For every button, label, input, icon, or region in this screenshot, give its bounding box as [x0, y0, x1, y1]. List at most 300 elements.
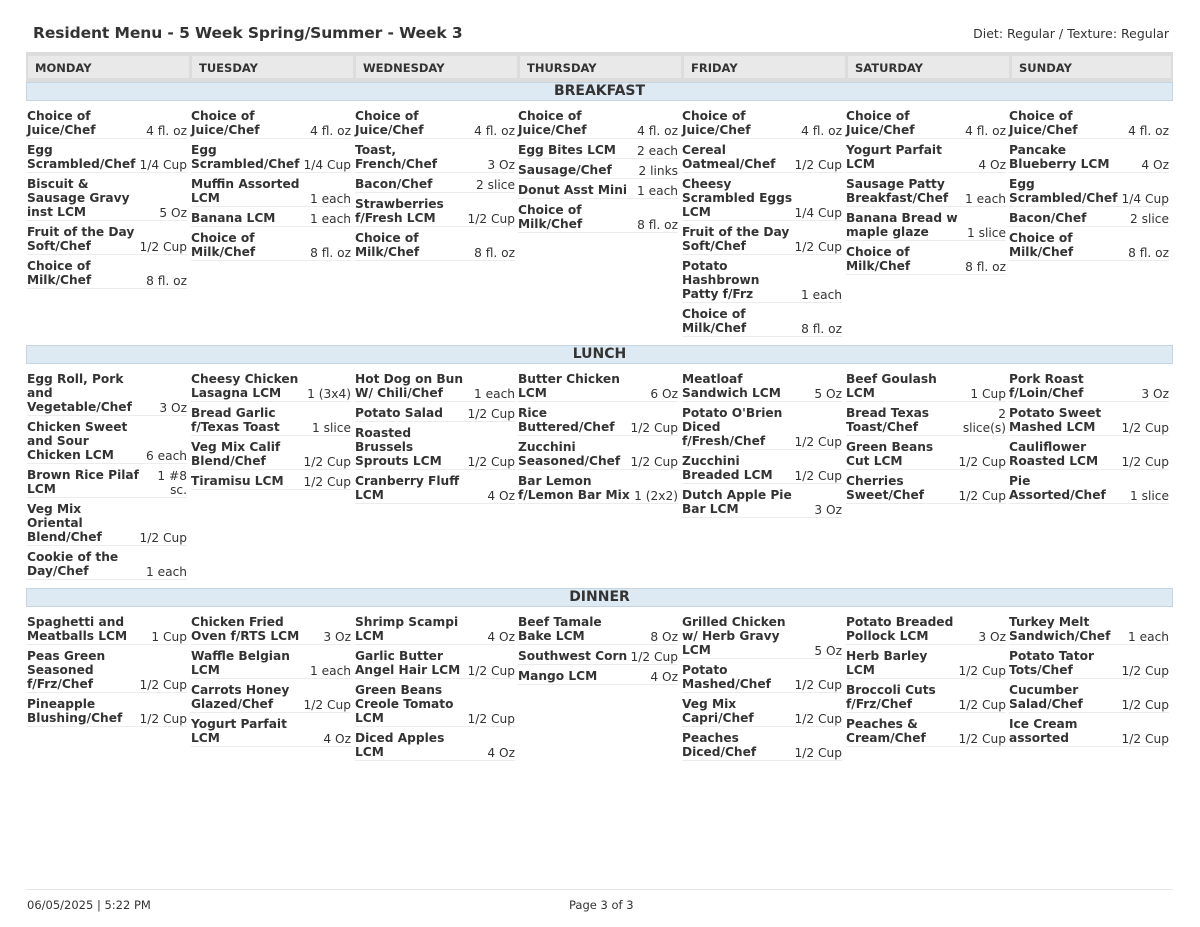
menu-item	[355, 406, 515, 422]
menu-item-name: Chicken Sweet and Sour Chicken LCM	[27, 420, 128, 462]
menu-item-quantity: 1/2 Cup	[630, 650, 678, 664]
lunch-sunday-column	[1009, 372, 1169, 508]
breakfast-tuesday-column	[191, 109, 351, 265]
menu-item-quantity: 2 links	[638, 164, 678, 178]
menu-item-quantity: 1/2 Cup	[794, 240, 842, 254]
menu-item	[27, 649, 187, 693]
menu-item-quantity: 1 each	[964, 192, 1006, 206]
menu-item-quantity: 3 Oz	[487, 158, 515, 172]
menu-item-name: Choice of Juice/Chef	[518, 109, 587, 137]
menu-item-name: Shrimp Scampi LCM	[355, 615, 459, 643]
menu-item	[355, 649, 515, 679]
menu-item-quantity: 3 Oz	[323, 630, 351, 644]
menu-item-name: Strawberries f/Fresh LCM	[355, 197, 444, 225]
menu-item-name: Choice of Milk/Chef	[27, 259, 92, 287]
menu-item-name: Zucchini Breaded LCM	[682, 454, 773, 482]
menu-item-quantity: 8 fl. oz	[474, 246, 515, 260]
menu-item-quantity: 2 slice	[1130, 212, 1169, 226]
menu-item	[846, 683, 1006, 713]
menu-item-quantity: 1/2 Cup	[303, 455, 351, 469]
menu-item	[1009, 109, 1169, 139]
menu-item-name: Potato Tator Tots/Chef	[1009, 649, 1094, 677]
menu-item-quantity: 1/2 Cup	[958, 732, 1006, 746]
menu-item-quantity: 1/2 Cup	[139, 712, 187, 726]
menu-item-name: Banana Bread w maple glaze	[846, 211, 958, 239]
menu-item-name: Egg Scrambled/Chef	[27, 143, 136, 171]
menu-item-name: Bacon/Chef	[355, 177, 433, 191]
menu-item	[846, 649, 1006, 679]
menu-item-name: Bread Texas Toast/Chef	[846, 406, 930, 434]
menu-item-quantity: 2 slice(s)	[962, 407, 1006, 435]
menu-item-quantity: 1/2 Cup	[1121, 421, 1169, 435]
menu-item-name: Choice of Milk/Chef	[1009, 231, 1074, 259]
menu-item-quantity: 1/4 Cup	[1121, 192, 1169, 206]
menu-item	[518, 649, 678, 665]
menu-item-name: Southwest Corn	[518, 649, 628, 663]
menu-item-name: Veg Mix Calif Blend/Chef	[191, 440, 281, 468]
breakfast-sunday-column	[1009, 109, 1169, 265]
menu-item	[518, 474, 678, 504]
menu-item	[518, 109, 678, 139]
menu-item-name: Cauliflower Roasted LCM	[1009, 440, 1099, 468]
menu-item-quantity: 8 fl. oz	[801, 322, 842, 336]
dinner-friday-column	[682, 615, 842, 765]
menu-item	[846, 211, 1006, 241]
menu-item	[355, 683, 515, 727]
section-title-breakfast: BREAKFAST	[26, 82, 1173, 101]
menu-item-name: Green Beans Creole Tomato LCM	[355, 683, 454, 725]
menu-item-quantity: 1/2 Cup	[303, 698, 351, 712]
menu-item-name: Diced Apples LCM	[355, 731, 445, 759]
menu-item	[191, 440, 351, 470]
menu-item-name: Pie Assorted/Chef	[1009, 474, 1106, 502]
menu-item-quantity: 1/2 Cup	[794, 678, 842, 692]
menu-item	[846, 245, 1006, 275]
footer-divider	[26, 889, 1173, 890]
menu-item	[191, 649, 351, 679]
menu-item-name: Peas Green Seasoned f/Frz/Chef	[27, 649, 106, 691]
menu-item-name: Fruit of the Day Soft/Chef	[27, 225, 135, 253]
menu-item-quantity: 1/2 Cup	[794, 712, 842, 726]
menu-item-name: Egg Bites LCM	[518, 143, 616, 157]
diet-label: Diet: Regular / Texture: Regular	[973, 26, 1169, 41]
menu-item	[518, 669, 678, 685]
menu-item-quantity: 8 fl. oz	[146, 274, 187, 288]
menu-item-name: Cranberry Fluff LCM	[355, 474, 460, 502]
menu-item-quantity: 8 fl. oz	[1128, 246, 1169, 260]
menu-item-name: Pineapple Blushing/Chef	[27, 697, 123, 725]
menu-item-quantity: 1/2 Cup	[139, 531, 187, 545]
menu-item-name: Grilled Chicken w/ Herb Gravy LCM	[682, 615, 786, 657]
menu-item	[27, 143, 187, 173]
menu-item-name: Roasted Brussels Sprouts LCM	[355, 426, 442, 468]
menu-item-name: Broccoli Cuts f/Frz/Chef	[846, 683, 936, 711]
menu-item-quantity: 1/2 Cup	[958, 455, 1006, 469]
breakfast-monday-column	[27, 109, 187, 293]
menu-item	[518, 406, 678, 436]
menu-item-name: Potato O'Brien Diced f/Fresh/Chef	[682, 406, 783, 448]
menu-item-quantity: 8 Oz	[650, 630, 678, 644]
menu-item-quantity: 5 Oz	[159, 206, 187, 220]
menu-item-quantity: 1/2 Cup	[958, 698, 1006, 712]
menu-item-quantity: 3 Oz	[159, 401, 187, 415]
menu-item-quantity: 1 slice	[967, 226, 1006, 240]
menu-item-name: Bread Garlic f/Texas Toast	[191, 406, 280, 434]
menu-item-quantity: 1 each	[800, 288, 842, 302]
menu-item-quantity: 8 fl. oz	[637, 218, 678, 232]
lunch-friday-column	[682, 372, 842, 522]
menu-item-quantity: 1/2 Cup	[794, 746, 842, 760]
menu-item-quantity: 5 Oz	[814, 644, 842, 658]
menu-item-quantity: 1/2 Cup	[794, 435, 842, 449]
menu-item-quantity: 1 slice	[1130, 489, 1169, 503]
menu-item-name: Choice of Milk/Chef	[355, 231, 420, 259]
menu-item	[518, 183, 678, 199]
menu-item	[27, 550, 187, 580]
section-title-dinner: DINNER	[26, 588, 1173, 607]
menu-item-name: Choice of Milk/Chef	[682, 307, 747, 335]
menu-item	[355, 109, 515, 139]
menu-item	[191, 717, 351, 747]
menu-item-quantity: 1/2 Cup	[467, 212, 515, 226]
menu-item-quantity: 6 Oz	[650, 387, 678, 401]
menu-item-name: Egg Roll, Pork and Vegetable/Chef	[27, 372, 132, 414]
menu-item	[355, 426, 515, 470]
menu-item-quantity: 4 Oz	[487, 746, 515, 760]
menu-item-quantity: 4 fl. oz	[801, 124, 842, 138]
menu-item-quantity: 4 fl. oz	[637, 124, 678, 138]
menu-item	[518, 143, 678, 159]
menu-item	[518, 440, 678, 470]
menu-item-name: Spaghetti and Meatballs LCM	[27, 615, 128, 643]
footer-page-number: Page 3 of 3	[569, 898, 634, 912]
day-header-sunday: SUNDAY	[1012, 56, 1171, 78]
breakfast-wednesday-column	[355, 109, 515, 265]
menu-item	[1009, 615, 1169, 645]
menu-item-name: Potato Salad	[355, 406, 443, 420]
menu-item-quantity: 1/2 Cup	[1121, 698, 1169, 712]
menu-item-quantity: 1 Cup	[151, 630, 187, 644]
menu-item	[1009, 683, 1169, 713]
menu-item	[191, 211, 351, 227]
menu-item-name: Fruit of the Day Soft/Chef	[682, 225, 790, 253]
menu-item-name: Pork Roast f/Loin/Chef	[1009, 372, 1084, 400]
menu-item-name: Potato Breaded Pollock LCM	[846, 615, 954, 643]
menu-item-name: Egg Scrambled/Chef	[191, 143, 300, 171]
menu-item	[846, 440, 1006, 470]
menu-item-name: Yogurt Parfait LCM	[191, 717, 287, 745]
menu-item-name: Peaches Diced/Chef	[682, 731, 757, 759]
dinner-monday-column	[27, 615, 187, 731]
menu-item	[355, 197, 515, 227]
lunch-saturday-column	[846, 372, 1006, 508]
menu-item	[27, 502, 187, 546]
menu-item-name: Choice of Juice/Chef	[846, 109, 915, 137]
menu-item-quantity: 1 each	[309, 192, 351, 206]
menu-item-name: Sausage/Chef	[518, 163, 612, 177]
menu-item	[27, 225, 187, 255]
menu-item	[682, 143, 842, 173]
menu-item-name: Muffin Assorted LCM	[191, 177, 300, 205]
menu-item-quantity: 4 Oz	[978, 158, 1006, 172]
menu-item-name: Herb Barley LCM	[846, 649, 928, 677]
menu-item	[518, 615, 678, 645]
menu-item-quantity: 1/2 Cup	[1121, 664, 1169, 678]
day-header-thursday: THURSDAY	[520, 56, 681, 78]
menu-item-name: Cheesy Scrambled Eggs LCM	[682, 177, 793, 219]
menu-item-quantity: 1 each	[145, 565, 187, 579]
menu-item	[1009, 474, 1169, 504]
menu-item-quantity: 2 slice	[476, 178, 515, 192]
menu-item	[846, 717, 1006, 747]
menu-item-name: Turkey Melt Sandwich/Chef	[1009, 615, 1111, 643]
section-title-lunch: LUNCH	[26, 345, 1173, 364]
lunch-wednesday-column	[355, 372, 515, 508]
menu-item-quantity: 1/2 Cup	[139, 678, 187, 692]
menu-item-quantity: 5 Oz	[814, 387, 842, 401]
menu-item-quantity: 1/2 Cup	[794, 469, 842, 483]
menu-item-quantity: 6 each	[145, 449, 187, 463]
dinner-wednesday-column	[355, 615, 515, 765]
footer-timestamp: 06/05/2025 | 5:22 PM	[27, 898, 151, 912]
menu-item	[518, 372, 678, 402]
menu-item-name: Choice of Juice/Chef	[355, 109, 424, 137]
menu-item	[682, 177, 842, 221]
menu-item-name: Butter Chicken LCM	[518, 372, 620, 400]
menu-item-quantity: 4 Oz	[323, 732, 351, 746]
menu-item-name: Beef Goulash LCM	[846, 372, 937, 400]
menu-item	[191, 109, 351, 139]
breakfast-friday-column	[682, 109, 842, 341]
menu-item-name: Meatloaf Sandwich LCM	[682, 372, 781, 400]
menu-item	[518, 203, 678, 233]
menu-item-quantity: 1/4 Cup	[303, 158, 351, 172]
menu-item-name: Waffle Belgian LCM	[191, 649, 290, 677]
menu-item	[682, 697, 842, 727]
menu-item	[1009, 406, 1169, 436]
menu-item-name: Choice of Juice/Chef	[191, 109, 260, 137]
menu-item-quantity: 4 Oz	[650, 670, 678, 684]
menu-item-quantity: 1/2 Cup	[1121, 455, 1169, 469]
menu-item-name: Cheesy Chicken Lasagna LCM	[191, 372, 299, 400]
menu-item	[682, 307, 842, 337]
menu-item-name: Donut Asst Mini	[518, 183, 628, 197]
menu-item-name: Choice of Juice/Chef	[27, 109, 96, 137]
page-title: Resident Menu - 5 Week Spring/Summer - Week 3	[33, 24, 463, 42]
menu-item	[682, 225, 842, 255]
menu-item-name: Ice Cream assorted	[1009, 717, 1078, 745]
menu-item	[682, 259, 842, 303]
menu-item-name: Choice of Milk/Chef	[846, 245, 911, 273]
menu-item-quantity: 1 each	[309, 664, 351, 678]
menu-item-name: Sausage Patty Breakfast/Chef	[846, 177, 949, 205]
menu-item-quantity: 1/4 Cup	[794, 206, 842, 220]
menu-item	[191, 406, 351, 436]
menu-item-name: Tiramisu LCM	[191, 474, 284, 488]
menu-item-name: Green Beans Cut LCM	[846, 440, 934, 468]
menu-item	[191, 474, 351, 490]
menu-item	[682, 731, 842, 761]
menu-item-name: Choice of Juice/Chef	[682, 109, 751, 137]
menu-item	[846, 177, 1006, 207]
menu-item-quantity: 4 fl. oz	[146, 124, 187, 138]
menu-item-name: Chicken Fried Oven f/RTS LCM	[191, 615, 300, 643]
menu-item-name: Potato Mashed/Chef	[682, 663, 771, 691]
menu-item	[191, 615, 351, 645]
menu-item-quantity: 1/2 Cup	[958, 489, 1006, 503]
menu-item-name: Brown Rice Pilaf LCM	[27, 468, 139, 496]
menu-item-quantity: 1/2 Cup	[303, 475, 351, 489]
menu-item-name: Yogurt Parfait LCM	[846, 143, 942, 171]
menu-item-quantity: 4 fl. oz	[474, 124, 515, 138]
menu-item	[682, 372, 842, 402]
day-header-monday: MONDAY	[28, 56, 189, 78]
menu-item-quantity: 1 each	[309, 212, 351, 226]
menu-item-name: Choice of Milk/Chef	[191, 231, 256, 259]
menu-item	[355, 231, 515, 261]
menu-item-quantity: 1/4 Cup	[139, 158, 187, 172]
menu-item-quantity: 3 Oz	[1141, 387, 1169, 401]
menu-item	[682, 109, 842, 139]
menu-item-name: Biscuit & Sausage Gravy inst LCM	[27, 177, 130, 219]
menu-item-quantity: 4 fl. oz	[1128, 124, 1169, 138]
menu-item	[27, 372, 187, 416]
day-header-tuesday: TUESDAY	[192, 56, 353, 78]
menu-item-quantity: 1 slice	[312, 421, 351, 435]
menu-item-name: Potato Hashbrown Patty f/Frz	[682, 259, 760, 301]
menu-item-quantity: 3 Oz	[814, 503, 842, 517]
menu-item	[846, 406, 1006, 436]
menu-item-name: Dutch Apple Pie Bar LCM	[682, 488, 792, 516]
menu-item-quantity: 1 each	[1127, 630, 1169, 644]
menu-item-quantity: 4 Oz	[1141, 158, 1169, 172]
menu-item	[191, 231, 351, 261]
menu-item-name: Rice Buttered/Chef	[518, 406, 615, 434]
lunch-tuesday-column	[191, 372, 351, 494]
day-header-wednesday: WEDNESDAY	[356, 56, 517, 78]
menu-item-quantity: 2 each	[636, 144, 678, 158]
menu-item-quantity: 1/2 Cup	[630, 455, 678, 469]
menu-item	[1009, 177, 1169, 207]
menu-item-quantity: 8 fl. oz	[965, 260, 1006, 274]
menu-item	[846, 109, 1006, 139]
menu-item	[682, 454, 842, 484]
menu-item-name: Zucchini Seasoned/Chef	[518, 440, 621, 468]
menu-item	[1009, 211, 1169, 227]
menu-item	[846, 372, 1006, 402]
breakfast-thursday-column	[518, 109, 678, 237]
menu-item	[1009, 231, 1169, 261]
menu-item	[1009, 717, 1169, 747]
menu-item	[682, 488, 842, 518]
menu-item	[27, 420, 187, 464]
menu-item-quantity: 3 Oz	[978, 630, 1006, 644]
menu-item-quantity: 1 (2x2)	[634, 489, 678, 503]
menu-item	[682, 406, 842, 450]
menu-item-name: Garlic Butter Angel Hair LCM	[355, 649, 461, 677]
day-header-friday: FRIDAY	[684, 56, 845, 78]
menu-item	[355, 177, 515, 193]
menu-item-name: Egg Scrambled/Chef	[1009, 177, 1118, 205]
menu-item	[1009, 143, 1169, 173]
menu-item	[1009, 372, 1169, 402]
menu-item-quantity: 1/2 Cup	[467, 455, 515, 469]
menu-item-name: Beef Tamale Bake LCM	[518, 615, 602, 643]
menu-item	[355, 474, 515, 504]
menu-item-name: Toast, French/Chef	[355, 143, 438, 171]
menu-item	[1009, 440, 1169, 470]
dinner-saturday-column	[846, 615, 1006, 751]
menu-item	[355, 731, 515, 761]
menu-item-quantity: 1 (3x4)	[307, 387, 351, 401]
menu-item	[191, 683, 351, 713]
menu-item-name: Bar Lemon f/Lemon Bar Mix	[518, 474, 630, 502]
menu-item	[355, 615, 515, 645]
lunch-monday-column	[27, 372, 187, 584]
menu-item-quantity: 1 each	[636, 184, 678, 198]
menu-item-name: Carrots Honey Glazed/Chef	[191, 683, 290, 711]
menu-item	[27, 468, 187, 498]
menu-item-name: Choice of Milk/Chef	[518, 203, 583, 231]
menu-item	[682, 663, 842, 693]
menu-item-quantity: 1/2 Cup	[467, 664, 515, 678]
menu-item-quantity: 1 #8 sc.	[157, 469, 187, 497]
menu-item-name: Cucumber Salad/Chef	[1009, 683, 1083, 711]
menu-item-quantity: 1/2 Cup	[139, 240, 187, 254]
menu-item-quantity: 1/2 Cup	[630, 421, 678, 435]
dinner-sunday-column	[1009, 615, 1169, 751]
dinner-tuesday-column	[191, 615, 351, 751]
menu-item-quantity: 1/2 Cup	[794, 158, 842, 172]
menu-item	[27, 259, 187, 289]
menu-item-quantity: 1/2 Cup	[1121, 732, 1169, 746]
menu-item-name: Veg Mix Oriental Blend/Chef	[27, 502, 102, 544]
menu-item	[518, 163, 678, 179]
menu-item-quantity: 4 Oz	[487, 489, 515, 503]
menu-item	[1009, 649, 1169, 679]
menu-item-name: Choice of Juice/Chef	[1009, 109, 1078, 137]
menu-item-name: Hot Dog on Bun W/ Chili/Chef	[355, 372, 464, 400]
menu-header	[33, 24, 1169, 48]
menu-item	[846, 143, 1006, 173]
menu-item-name: Pancake Blueberry LCM	[1009, 143, 1110, 171]
menu-item	[355, 372, 515, 402]
menu-item	[191, 143, 351, 173]
menu-item-quantity: 4 fl. oz	[310, 124, 351, 138]
menu-item-quantity: 1 Cup	[970, 387, 1006, 401]
menu-item	[682, 615, 842, 659]
menu-item-quantity: 1 each	[473, 387, 515, 401]
menu-item	[846, 474, 1006, 504]
menu-item-name: Potato Sweet Mashed LCM	[1009, 406, 1102, 434]
menu-item	[846, 615, 1006, 645]
menu-item	[27, 697, 187, 727]
menu-item-quantity: 1/2 Cup	[958, 664, 1006, 678]
menu-item-quantity: 1/2 Cup	[467, 407, 515, 421]
menu-item-quantity: 1/2 Cup	[467, 712, 515, 726]
breakfast-saturday-column	[846, 109, 1006, 279]
menu-item	[27, 615, 187, 645]
lunch-thursday-column	[518, 372, 678, 508]
menu-item-name: Cherries Sweet/Chef	[846, 474, 925, 502]
menu-item-quantity: 8 fl. oz	[310, 246, 351, 260]
menu-item-name: Peaches & Cream/Chef	[846, 717, 926, 745]
menu-item-name: Mango LCM	[518, 669, 598, 683]
menu-item	[27, 109, 187, 139]
menu-item-name: Bacon/Chef	[1009, 211, 1087, 225]
dinner-thursday-column	[518, 615, 678, 689]
menu-item-name: Cookie of the Day/Chef	[27, 550, 119, 578]
